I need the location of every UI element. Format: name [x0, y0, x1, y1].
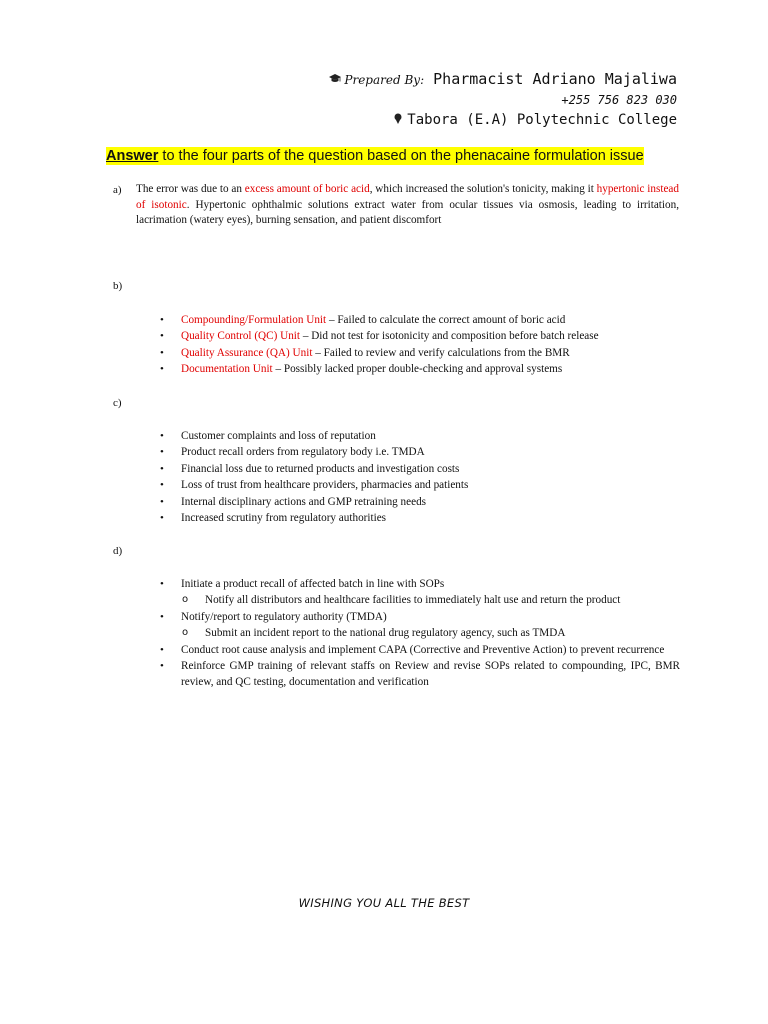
list-item	[160, 609, 680, 642]
action-text: Conduct root cause analysis and implement CAPA (Corrective and Preventive Action) to prevent recurrence	[181, 643, 665, 656]
author-name: Pharmacist Adriano Majaliwa	[433, 70, 677, 88]
section-a-paragraph	[136, 182, 679, 229]
sub-list	[160, 592, 680, 608]
list-item	[160, 345, 680, 361]
section-a-label: a)	[113, 184, 122, 196]
list-item: • Customer complaints and loss of reputation	[160, 428, 680, 444]
section-a-text-2: , which increased the solution's tonicity, making it	[369, 183, 597, 195]
list-item: • Loss of trust from healthcare providers, pharmacies and patients	[160, 477, 680, 493]
unit-name: Documentation Unit	[181, 363, 273, 376]
section-d-list	[160, 576, 680, 691]
phone-number: +255 756 823 030	[561, 93, 677, 107]
institution-name: Tabora (E.A) Polytechnic College	[407, 112, 677, 128]
section-b-label: b)	[113, 280, 123, 292]
section-d-label: d)	[113, 545, 123, 557]
section-c-list	[160, 428, 680, 526]
section-a-text-1: The error was due to an	[136, 183, 245, 195]
list-item	[160, 642, 680, 658]
prepared-by-line	[329, 68, 677, 91]
sub-list-item: o Submit an incident report to the national drug regulatory agency, such as TMDA	[160, 625, 680, 641]
sub-list	[160, 625, 680, 641]
unit-failure: – Failed to calculate the correct amount of boric acid	[326, 314, 566, 326]
section-c-label: c)	[113, 397, 122, 409]
list-item	[160, 312, 680, 328]
heading-rest: to the four parts of the question based on the phenacaine formulation issue	[158, 148, 644, 164]
sub-list-item: o Notify all distributors and healthcare facilities to immediately halt use and return the product	[160, 592, 680, 608]
section-a-text-3: . Hypertonic ophthalmic solutions extract water from ocular tissues via osmosis, leading to irritation, lacrimation (watery eyes), burning sensation, and patient discomfort	[136, 198, 679, 226]
location-pin-icon	[392, 113, 404, 125]
list-item: • Product recall orders from regulatory body i.e. TMDA	[160, 444, 680, 460]
unit-name: Compounding/Formulation Unit	[181, 314, 327, 326]
action-text: Initiate a product recall of affected batch in line with SOPs	[181, 578, 445, 590]
section-a-red-2: hypertonic instead of isotonic	[136, 183, 679, 211]
graduation-cap-icon	[329, 73, 341, 85]
unit-failure: – Failed to review and verify calculations from the BMR	[312, 346, 570, 359]
answer-heading	[106, 147, 644, 165]
list-item: • Internal disciplinary actions and GMP retraining needs	[160, 494, 680, 510]
closing-message: WISHING YOU ALL THE BEST	[298, 896, 470, 910]
section-a-red-1: excess amount of boric acid	[244, 183, 370, 195]
list-item	[160, 361, 680, 377]
unit-name: Quality Control (QC) Unit	[181, 330, 301, 343]
unit-failure: – Possibly lacked proper double-checking and approval systems	[272, 363, 563, 376]
action-text: Notify/report to regulatory authority (TMDA)	[181, 610, 387, 623]
list-item	[160, 328, 680, 344]
unit-failure: – Did not test for isotonicity and composition before batch release	[300, 330, 599, 343]
answer-word: Answer	[106, 148, 159, 164]
list-item: • Increased scrutiny from regulatory authorities	[160, 510, 680, 526]
list-item: • Financial loss due to returned products and investigation costs	[160, 461, 680, 477]
author-header	[329, 68, 677, 131]
list-item	[160, 658, 680, 691]
action-text: Reinforce GMP training of relevant staffs on Review and revise SOPs related to compounding, IPC, BMR review, and QC testing, documentation and verification	[181, 660, 680, 689]
unit-name: Quality Assurance (QA) Unit	[181, 346, 313, 359]
list-item	[160, 576, 680, 609]
section-b-list	[160, 312, 680, 378]
institution-line	[329, 109, 677, 131]
prepared-by-label: Prepared By:	[344, 73, 425, 87]
